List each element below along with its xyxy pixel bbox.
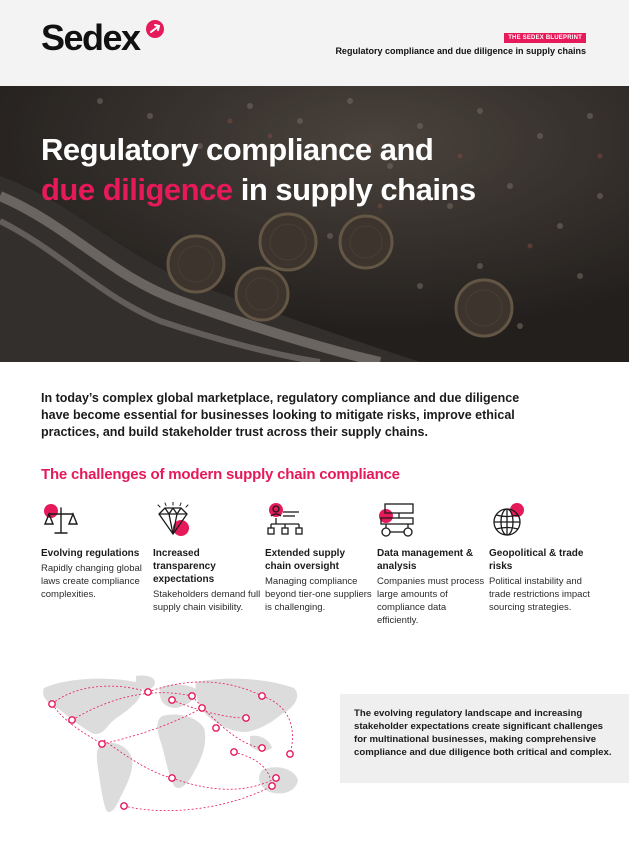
hero-title-line1: Regulatory compliance and (41, 132, 434, 167)
org-chart-icon (265, 502, 305, 542)
hero-title-line2: in supply chains (232, 172, 476, 207)
diamond-icon (153, 502, 193, 542)
challenge-data-management (377, 502, 485, 627)
sedex-logo: Sedex (41, 17, 140, 58)
callout-box (340, 694, 629, 783)
section-heading: The challenges of modern supply chain compliance (41, 466, 400, 483)
blueprint-tag: THE SEDEX BLUEPRINT (504, 33, 586, 43)
challenge-desc: Stakeholders demand full supply chain visibility. (153, 589, 261, 613)
hero-title-highlight: due diligence (41, 172, 233, 207)
page-header (0, 0, 629, 86)
callout-text: The evolving regulatory landscape and increasing stakeholder expectations create significant challenges for multinational businesses, making comprehensive compliance and due diligence both critical and complex. (354, 708, 612, 758)
challenge-desc: Companies must process large amounts of compliance data efficiently. (377, 576, 485, 626)
challenge-title: Extended supply chain oversight (265, 548, 346, 572)
challenge-desc: Managing compliance beyond tier-one suppliers is challenging. (265, 576, 372, 613)
scales-icon (41, 502, 81, 542)
challenge-desc: Rapidly changing global laws create compliance complexities. (41, 563, 142, 600)
world-map (36, 674, 326, 824)
challenge-evolving-regulations (41, 502, 149, 601)
challenge-extended-oversight (265, 502, 373, 614)
data-flow-icon (377, 502, 417, 542)
hero-photo (0, 86, 629, 362)
challenge-title: Evolving regulations (41, 548, 140, 559)
header-subtitle: Regulatory compliance and due diligence in supply chains (335, 46, 586, 56)
challenge-transparency (153, 502, 261, 614)
challenge-title: Increased transparency expectations (153, 548, 216, 585)
logo-swoosh-icon (146, 20, 164, 38)
challenge-desc: Political instability and trade restrictions impact sourcing strategies. (489, 576, 590, 613)
challenge-title: Data management & analysis (377, 548, 474, 572)
challenge-geopolitical (489, 502, 597, 614)
intro-paragraph: In today’s complex global marketplace, regulatory compliance and due diligence have become essential for businesses looking to mitigate risks, improve ethical practices, and build stakeholder trust across their supply chains. (41, 391, 520, 439)
globe-icon (489, 502, 529, 542)
hero-banner (0, 86, 629, 362)
hero-title (41, 130, 476, 210)
challenge-title: Geopolitical & trade risks (489, 548, 584, 572)
